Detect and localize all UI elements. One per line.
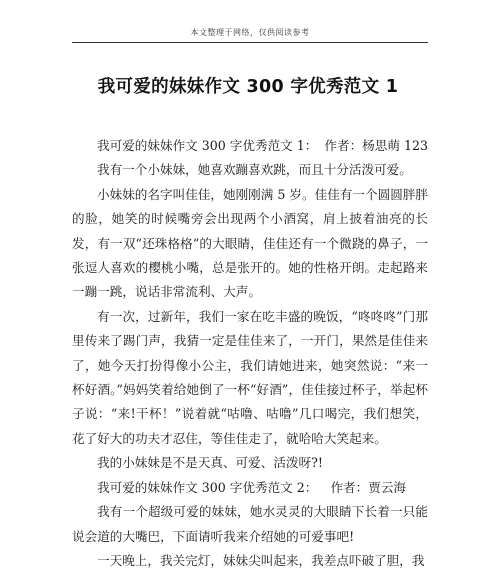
essay2-heading-line [72,476,428,500]
essay1-author: 作者：杨思萌 123 [324,138,428,153]
paragraph: 小妹妹的名字叫佳佳，她刚刚满 5 岁。佳佳有一个圆圆胖胖的脸，她笑的时候嘴旁会出现两个小酒窝，肩上披着油亮的长发，有一双“还珠格格”的大眼睛，佳佳还有一个微跷的鼻子，一张逗人喜欢的樱桃小嘴，总是张开的。她的性格开朗。走起路来一蹦一跳，说话非常流利、大声。 [72,186,428,300]
paragraph: 我的小妹妹是不是天真、可爱、活泼呀?! [97,455,323,471]
paragraph: 一天晚上，我关完灯，妹妹尖叫起来，我差点吓破了胆，我 [97,552,425,568]
essay1-heading-line [72,134,428,158]
document-title: 我可爱的妹妹作文 300 字优秀范文 1 [97,77,399,97]
essay2-author: 作者：贾云海 [330,479,406,495]
header-note: 本文整理于网络，仅供阅读参考 [190,28,310,37]
paragraph: 我有一个超级可爱的妹妹，她水灵灵的大眼睛下长着一只能说会道的大嘴巴，下面请听我来介绍她的可爱事吧! [72,504,428,544]
essay1-heading: 我可爱的妹妹作文 300 字优秀范文 1： [97,138,318,153]
page-header [72,0,428,43]
essay2-heading: 我可爱的妹妹作文 300 字优秀范文 2： [97,479,318,495]
paragraph: 有一次，过新年，我们一家在吃丰盛的晚饭，“咚咚咚”门那里传来了踢门声，我猜一定是佳佳来了，一开门，果然是佳佳来了，她今天打扮得像小公主，我们请她进来，她突然说：“来一杯好酒。”妈妈笑着给她倒了一杯“好酒”，佳佳接过杯子，举起杯子说：“来!干杯！”说着就“咕噜、咕噜”几口喝完，我们想笑，花了好大的功夫才忍住，等佳佳走了，就哈哈大笑起来。 [72,308,428,446]
paragraph: 我有一个小妹妹，她喜欢蹦喜欢跳，而且十分活泼可爱。 [97,162,412,178]
document-body [72,134,428,573]
